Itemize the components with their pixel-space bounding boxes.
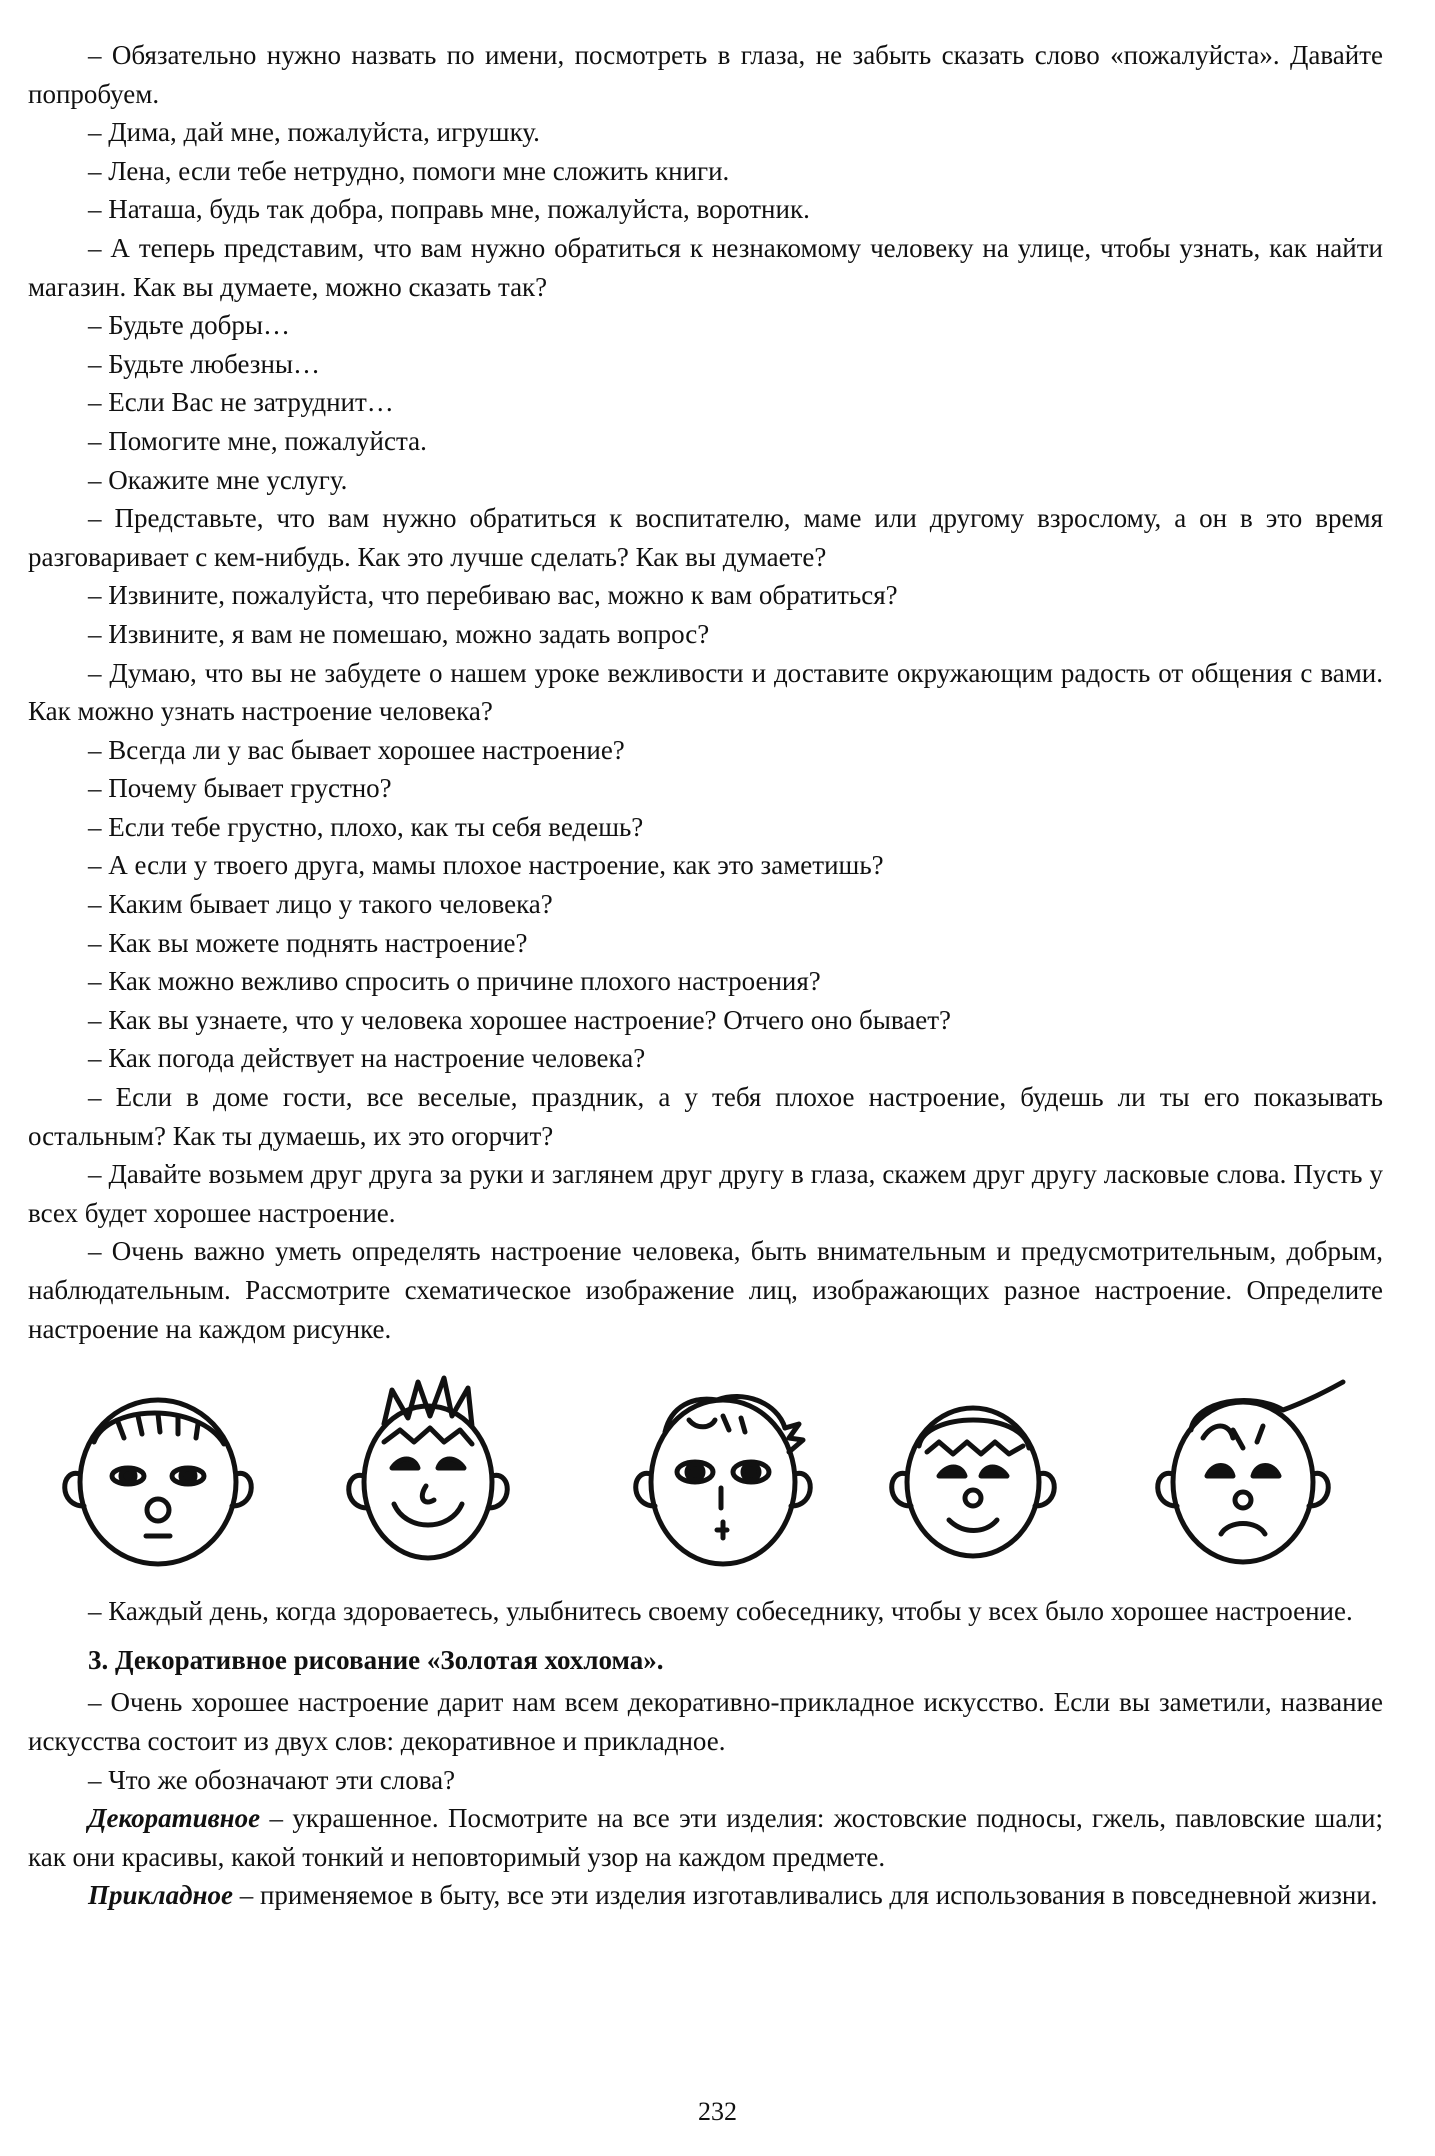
paragraph-after-faces: – Каждый день, когда здороваетесь, улыбнитесь своему собеседнику, чтобы у всех было хорошее настроение. [88, 1596, 1353, 1627]
paragraph: – Думаю, что вы не забудете о нашем уроке вежливости и доставите окружающим радость от общения с вами. Как можно узнать настроение человека? [28, 657, 1383, 727]
definition-term: Прикладное [88, 1880, 233, 1911]
face-surprised-icon [636, 1397, 811, 1565]
paragraph: – Окажите мне услугу. [88, 464, 348, 495]
paragraph: – Как можно вежливо спросить о причине плохого настроения? [88, 966, 821, 997]
definition-term: Декоративное [88, 1803, 261, 1834]
paragraph: – Что же обозначают эти слова? [88, 1764, 456, 1795]
paragraph: – Как погода действует на настроение человека? [88, 1043, 646, 1074]
paragraph: – Если в доме гости, все веселые, праздник, а у тебя плохое настроение, будешь ли ты его показывать остальным? Как ты думаешь, их это огорчит? [28, 1082, 1383, 1151]
paragraph: – Будьте любезны… [88, 348, 321, 379]
paragraph: – А теперь представим, что вам нужно обратиться к незнакомому человеку на улице, чтобы узнать, как найти магазин. Как вы думаете, можно сказать так? [28, 232, 1383, 302]
paragraph: – Дима, дай мне, пожалуйста, игрушку. [88, 117, 540, 148]
paragraph: – Очень важно уметь определять настроение человека, быть внимательным и предусмотрительным, добрым, наблюдательным. Рассмотрите схематическое изображение лиц, изображающих разное настроение. Определите настроение на каждом рисунке. [28, 1236, 1383, 1344]
paragraph: – А если у твоего друга, мамы плохое настроение, как это заметишь? [88, 850, 884, 881]
paragraph: – Давайте возьмем друг друга за руки и заглянем друг другу в глаза, скажем друг другу ласковые слова. Пусть у всех будет хорошее настроение. [28, 1159, 1383, 1228]
definition-decorative [28, 1799, 1383, 1876]
paragraph: – Очень хорошее настроение дарит нам всем декоративно-прикладное искусство. Если вы заметили, название искусства состоит из двух слов: декоративное и прикладное. [28, 1687, 1383, 1756]
paragraph: – Как вы узнаете, что у человека хорошее настроение? Отчего оно бывает? [88, 1004, 952, 1035]
paragraph: – Всегда ли у вас бывает хорошее настроение? [88, 734, 625, 765]
face-sad-icon [1158, 1382, 1343, 1562]
paragraph: – Почему бывает грустно? [88, 773, 392, 804]
paragraph: – Представьте, что вам нужно обратиться к воспитателю, маме или другому взрослому, а он в это время разговаривает с кем-нибудь. Как это лучше сделать? Как вы думаете? [28, 503, 1383, 572]
definition-text: – применяемое в быту, все эти изделия изготавливались для использования в повседневной жизни. [232, 1880, 1378, 1911]
paragraph: – Если Вас не затруднит… [88, 387, 394, 418]
paragraph: – Как вы можете поднять настроение? [88, 927, 528, 958]
paragraph: – Обязательно нужно назвать по имени, посмотреть в глаза, не забыть сказать слово «пожалуйста». Давайте попробуем. [28, 40, 1383, 109]
face-calm-icon [65, 1400, 252, 1564]
dialogue-block [28, 36, 1383, 1348]
face-cheerful-icon [892, 1408, 1055, 1556]
paragraph: – Извините, я вам не помешаю, можно задать вопрос? [88, 618, 710, 649]
section-heading: 3. Декоративное рисование «Золотая хохлома». [88, 1644, 664, 1675]
definition-applied [28, 1876, 1383, 1915]
definition-text: – украшенное. Посмотрите на все эти изделия: жостовские подносы, гжель, павловские шали; как они красивы, какой тонкий и неповторимый узор на каждом предмете. [28, 1803, 1383, 1872]
text-column [28, 36, 1383, 1915]
page-number: 232 [698, 2097, 737, 2126]
paragraph: – Извините, пожалуйста, что перебиваю вас, можно к вам обратиться? [88, 580, 898, 611]
paragraph: – Каким бывает лицо у такого человека? [88, 889, 553, 920]
face-happy-icon [349, 1378, 508, 1558]
paragraph: – Помогите мне, пожалуйста. [88, 425, 427, 456]
paragraph: – Наташа, будь так добра, поправь мне, пожалуйста, воротник. [88, 194, 810, 225]
faces-illustration [28, 1352, 1383, 1592]
paragraph: – Будьте добры… [88, 310, 291, 341]
paragraph: – Лена, если тебе нетрудно, помоги мне сложить книги. [88, 155, 730, 186]
paragraph: – Если тебе грустно, плохо, как ты себя ведешь? [88, 811, 644, 842]
